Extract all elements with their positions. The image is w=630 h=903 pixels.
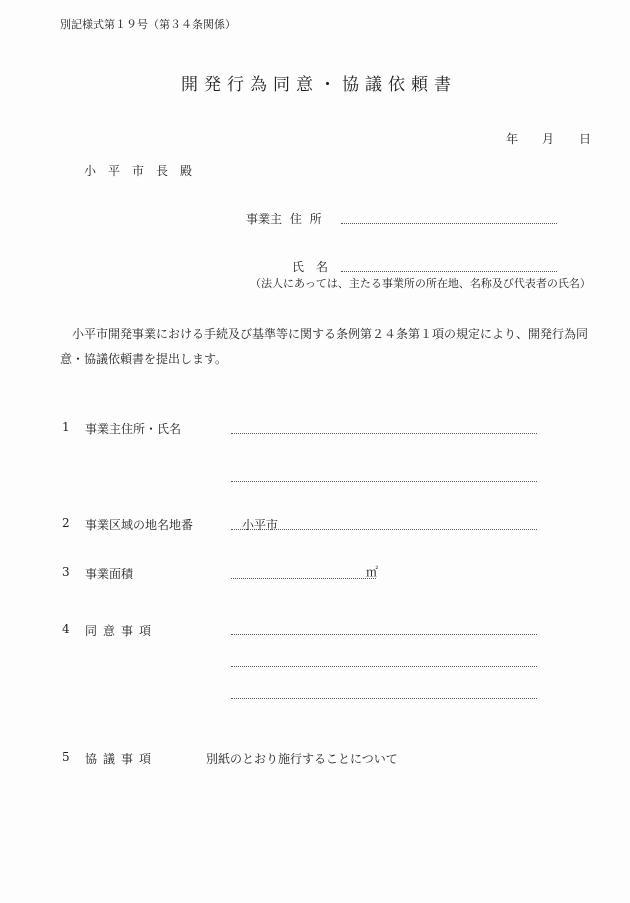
item-consent-line-2[interactable] — [231, 666, 537, 667]
item-label-location: 事業区域の地名地番 — [85, 518, 194, 532]
item-number: 5 — [62, 750, 70, 764]
item-number: 3 — [62, 565, 70, 579]
applicant-address-label: 事業主 住 所 — [246, 212, 322, 226]
date-day-label: 日 — [579, 132, 592, 146]
item-location-value: 小平市 — [242, 518, 279, 532]
document-title: 開発行為同意・協議依頼書 — [181, 75, 457, 95]
form-reference: 別記様式第１９号（第３４条関係） — [60, 18, 236, 31]
item-area-field[interactable] — [231, 578, 376, 579]
item-applicant-line-1[interactable] — [231, 433, 537, 434]
item-number: 1 — [62, 420, 70, 434]
addressee: 小 平 市 長 殿 — [84, 164, 193, 178]
item-consultation-value: 別紙のとおり施行することについて — [206, 752, 398, 766]
item-area-unit: ㎡ — [366, 565, 379, 579]
item-consent-line-1[interactable] — [231, 634, 537, 635]
date-year-label: 年 — [506, 132, 519, 146]
item-label-consultation: 協議事項 — [85, 752, 158, 766]
item-applicant-line-2[interactable] — [231, 481, 537, 482]
date-month-label: 月 — [542, 132, 555, 146]
item-label-consent: 同意事項 — [85, 624, 158, 638]
item-location-field[interactable] — [231, 529, 537, 530]
applicant-name-label: 氏 名 — [292, 260, 329, 274]
item-consent-line-3[interactable] — [231, 698, 537, 699]
body-text: 小平市開発事業における手続及び基準等に関する条例第２４条第１項の規定により、開発行為同意・協議依頼書を提出します。 — [60, 327, 589, 366]
item-number: 2 — [62, 516, 70, 530]
applicant-name-note: （法人にあっては、主たる事業所の所在地、名称及び代表者の氏名） — [250, 277, 591, 290]
applicant-name-field[interactable] — [341, 271, 557, 272]
item-number: 4 — [62, 622, 70, 636]
applicant-address-field[interactable] — [341, 223, 557, 224]
item-label-applicant: 事業主住所・氏名 — [85, 422, 182, 436]
item-label-area: 事業面積 — [85, 567, 134, 581]
